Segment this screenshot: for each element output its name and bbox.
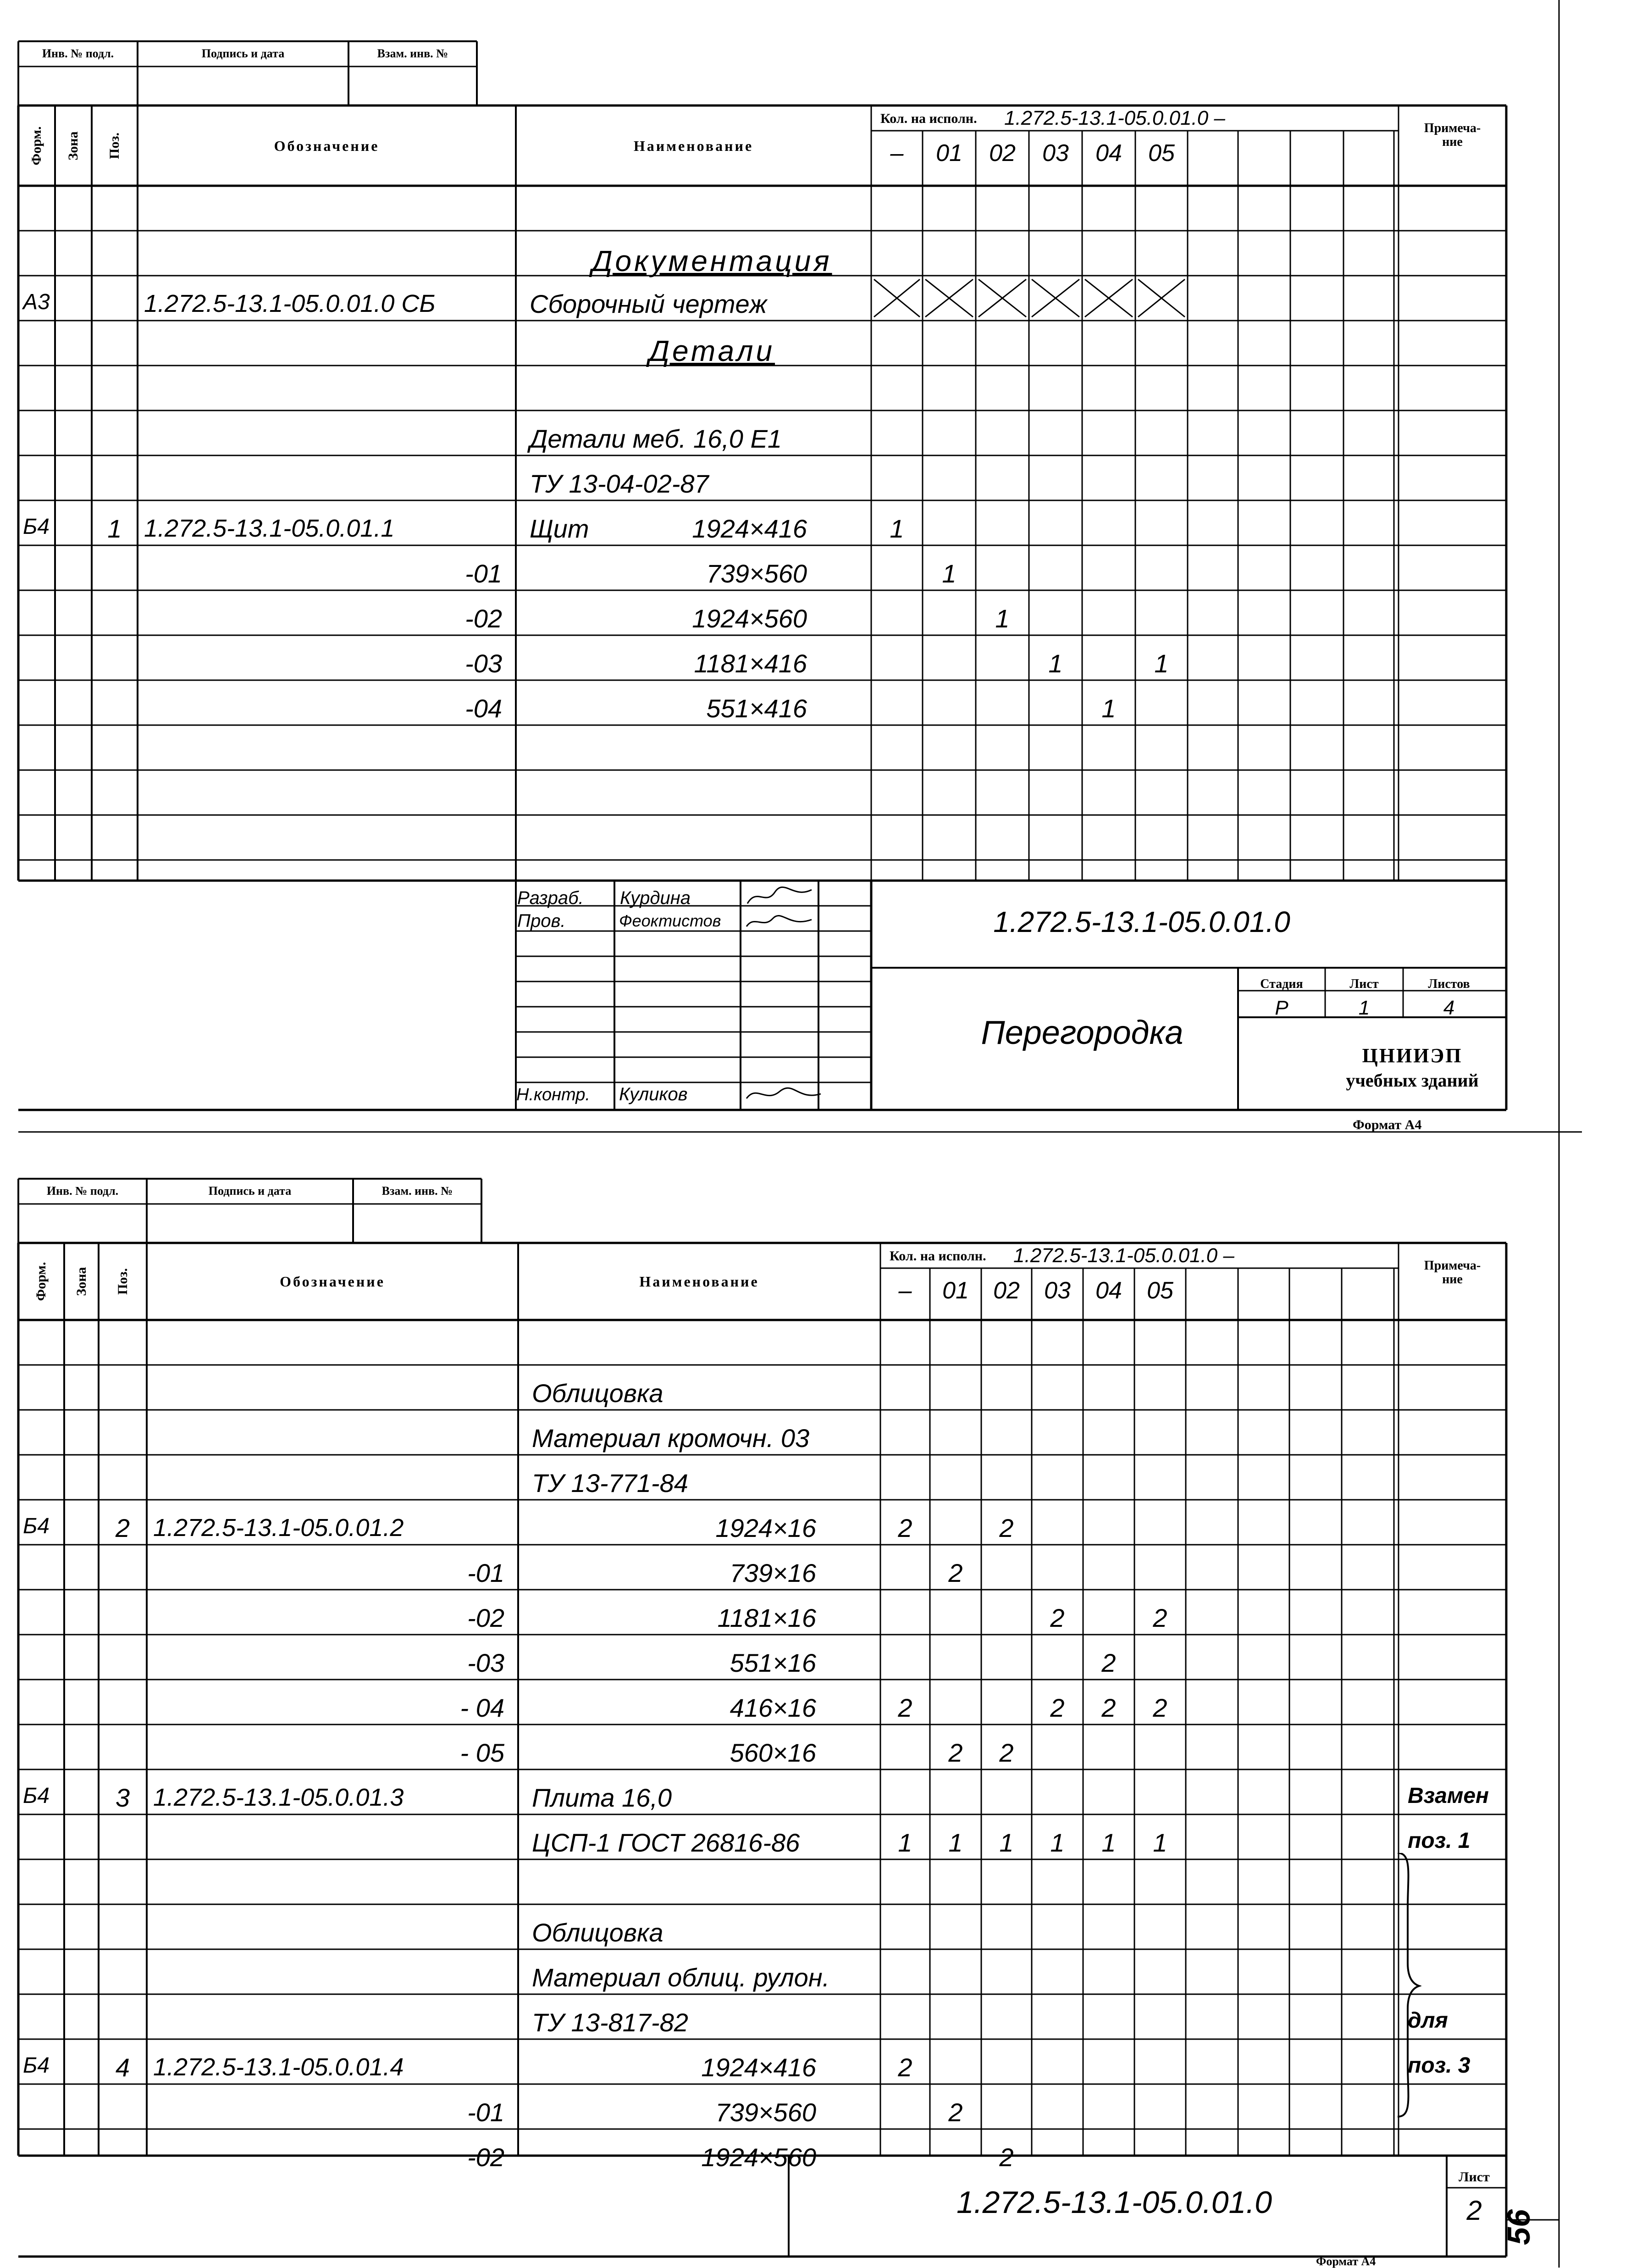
row-quantity: 2 [898, 2053, 912, 2082]
row-size: 551×16 [730, 1648, 816, 1677]
format-label-2: Формат А4 [1316, 2255, 1376, 2268]
row-name: ТУ 13-771-84 [532, 1469, 688, 1497]
page-number: 56 [1501, 2209, 1537, 2245]
row-quantity: 2 [1050, 1693, 1065, 1722]
row-name: Щит [530, 514, 589, 543]
row-name: Детали [648, 334, 775, 367]
row-name: ЦСП-1 ГОСТ 26816-86 [532, 1828, 800, 1857]
row-quantity: 2 [948, 2098, 963, 2127]
row-designation: 1.272.5-13.1-05.0.01.4 [153, 2053, 404, 2081]
row-quantity: 1 [1153, 1828, 1167, 1857]
row-name: Документация [592, 244, 832, 277]
row-name: ТУ 13-817-82 [532, 2008, 688, 2037]
header-oboznachenie: Обозначение [280, 1273, 385, 1290]
row-name: Плита 16,0 [532, 1783, 672, 1812]
row-position: 3 [115, 1783, 130, 1812]
header-primechanie-2: ние [1442, 135, 1463, 149]
row-size: 560×16 [730, 1738, 816, 1767]
row-quantity: 1 [948, 1828, 963, 1857]
row-quantity: 2 [1101, 1693, 1116, 1722]
row-designation: 1.272.5-13.1-05.0.01.2 [153, 1514, 404, 1542]
variant-header-2: 02 [989, 140, 1016, 166]
stamp-inv-podl: Инв. № подл. [46, 1184, 119, 1198]
row-quantity: 2 [948, 1738, 963, 1767]
row-format: А3 [23, 290, 50, 314]
row-size: 1924×560 [692, 604, 807, 633]
header-poz: Поз. [107, 132, 122, 159]
row-quantity: 1 [1101, 694, 1116, 723]
row-designation: 1.272.5-13.1-05.0.01.1 [144, 515, 395, 542]
header-primechanie-1: Примеча- [1424, 1259, 1481, 1273]
variant-header-0: – [890, 140, 904, 166]
header-naimenovanie: Наименование [639, 1273, 759, 1290]
row-quantity: 1 [999, 1828, 1014, 1857]
note-brace [1394, 1853, 1421, 2119]
row-position: 1 [107, 514, 122, 543]
row-quantity: 1 [1154, 649, 1169, 678]
header-form: Форм. [33, 1262, 49, 1301]
row-quantity: 2 [1101, 1648, 1116, 1677]
row-designation: - 04 [460, 1693, 504, 1722]
variant-header-1: 01 [942, 1277, 969, 1304]
row-designation: -02 [467, 2143, 504, 2172]
variant-header-5: 05 [1147, 1277, 1173, 1304]
product-title: Перегородка [981, 1015, 1183, 1051]
stamp-inv-podl: Инв. № подл. [42, 47, 114, 60]
variant-header-3: 03 [1042, 140, 1069, 166]
header-naimenovanie: Наименование [633, 137, 754, 154]
row-quantity: 2 [1050, 1603, 1065, 1632]
footer-list-label: Лист [1459, 2169, 1490, 2185]
listov-value: 4 [1443, 997, 1455, 1019]
list-label: Лист [1349, 977, 1379, 991]
organization-name: ЦНИИЭП [1362, 1044, 1463, 1067]
row-quantity: 1 [942, 559, 956, 588]
row-name: Облицовка [532, 1379, 663, 1408]
row-quantity: 1 [898, 1828, 912, 1857]
row-designation: 1.272.5-13.1-05.0.01.3 [153, 1784, 404, 1811]
row-quantity: 2 [999, 1738, 1014, 1767]
row-note: Взамен [1408, 1784, 1489, 1808]
footer-list-value: 2 [1466, 2195, 1482, 2226]
variant-header-2: 02 [993, 1277, 1020, 1304]
row-size: 1924×16 [715, 1514, 816, 1542]
list-value: 1 [1358, 997, 1370, 1019]
header-oboznachenie: Обозначение [274, 137, 380, 154]
row-quantity: 2 [898, 1514, 912, 1542]
row-format: Б4 [23, 2053, 50, 2078]
variant-header-0: – [898, 1277, 912, 1304]
row-size: 1181×416 [694, 649, 807, 678]
row-size: 1924×416 [692, 514, 807, 543]
stamp-vzam-inv: Взам. инв. № [377, 47, 448, 60]
row-size: 1924×560 [701, 2143, 816, 2172]
header-kol-code: 1.272.5-13.1-05.0.01.0 – [1013, 1244, 1234, 1267]
header-primechanie-1: Примеча- [1424, 121, 1481, 135]
row-name: Материал кромочн. 03 [532, 1424, 810, 1453]
row-designation: -04 [465, 694, 502, 723]
row-size: 551×416 [706, 694, 807, 723]
header-zona: Зона [73, 1267, 89, 1296]
row-designation: 1.272.5-13.1-05.0.01.0 СБ [144, 290, 436, 317]
row-designation: -01 [467, 2098, 504, 2127]
variant-header-4: 04 [1095, 1277, 1122, 1304]
row-designation: -01 [467, 1558, 504, 1587]
prov-name: Феоктистов [619, 911, 721, 930]
row-format: Б4 [23, 1514, 50, 1538]
row-position: 4 [115, 2053, 130, 2082]
stamp-podpis-data: Подпись и дата [208, 1184, 292, 1198]
row-quantity: 1 [1050, 1828, 1065, 1857]
row-size: 739×560 [715, 2098, 816, 2127]
row-designation: -03 [465, 649, 502, 678]
row-quantity: 1 [1048, 649, 1063, 678]
row-quantity: 2 [999, 2143, 1014, 2172]
row-size: 739×16 [730, 1558, 816, 1587]
row-designation: -03 [467, 1648, 504, 1677]
razrab-name: Курдина [620, 888, 691, 908]
stamp-podpis-data: Подпись и дата [201, 47, 285, 60]
row-note: поз. 1 [1408, 1829, 1471, 1853]
row-quantity: 2 [999, 1514, 1014, 1542]
header-primechanie-2: ние [1442, 1272, 1463, 1286]
razrab-label: Разраб. [517, 888, 584, 908]
row-name: Материал облиц. рулон. [532, 1963, 830, 1992]
row-size: 416×16 [730, 1693, 816, 1722]
listov-label: Листов [1428, 977, 1470, 991]
row-designation: - 05 [460, 1738, 504, 1767]
row-size: 1924×416 [701, 2053, 816, 2082]
row-position: 2 [115, 1514, 130, 1542]
nkontr-label: Н.контр. [516, 1085, 590, 1104]
row-quantity: 2 [1153, 1603, 1167, 1632]
row-size: 739×560 [706, 559, 807, 588]
prov-label: Пров. [517, 911, 566, 931]
row-note: поз. 3 [1408, 2053, 1471, 2078]
row-name: Детали меб. 16,0 Е1 [530, 424, 782, 453]
row-quantity: 1 [890, 514, 904, 543]
variant-header-1: 01 [936, 140, 962, 166]
row-name: Сборочный чертеж [530, 289, 767, 318]
footer-designation: 1.272.5-13.1-05.0.01.0 [956, 2185, 1272, 2220]
row-quantity: 2 [1153, 1693, 1167, 1722]
header-form: Форм. [29, 126, 44, 165]
row-designation: -02 [467, 1603, 504, 1632]
organization-subtitle: учебных зданий [1346, 1070, 1479, 1091]
row-quantity: 2 [948, 1558, 963, 1587]
row-designation: -01 [465, 559, 502, 588]
stadiya-value: Р [1275, 997, 1288, 1019]
row-quantity: 1 [1101, 1828, 1116, 1857]
row-quantity: 1 [995, 604, 1010, 633]
row-quantity: 2 [898, 1693, 912, 1722]
format-label: Формат А4 [1353, 1117, 1422, 1132]
header-zona: Зона [66, 131, 81, 161]
variant-header-5: 05 [1148, 140, 1175, 166]
stamp-vzam-inv: Взам. инв. № [381, 1184, 453, 1198]
variant-header-3: 03 [1044, 1277, 1071, 1304]
variant-header-4: 04 [1095, 140, 1122, 166]
row-format: Б4 [23, 1784, 50, 1808]
row-designation: -02 [465, 604, 502, 633]
row-name: Облицовка [532, 1918, 663, 1947]
nkontr-name: Куликов [619, 1084, 688, 1104]
main-designation: 1.272.5-13.1-05.0.01.0 [993, 905, 1290, 938]
stadiya-label: Стадия [1260, 977, 1303, 991]
row-format: Б4 [23, 515, 50, 539]
header-poz: Поз. [115, 1268, 130, 1295]
header-kol-label: Кол. на исполн. [880, 111, 977, 126]
row-note: для [1408, 2008, 1448, 2033]
header-kol-label: Кол. на исполн. [890, 1248, 986, 1264]
header-kol-code: 1.272.5-13.1-05.0.01.0 – [1004, 107, 1225, 129]
row-size: 1181×16 [717, 1603, 816, 1632]
row-name: ТУ 13-04-02-87 [530, 469, 709, 498]
